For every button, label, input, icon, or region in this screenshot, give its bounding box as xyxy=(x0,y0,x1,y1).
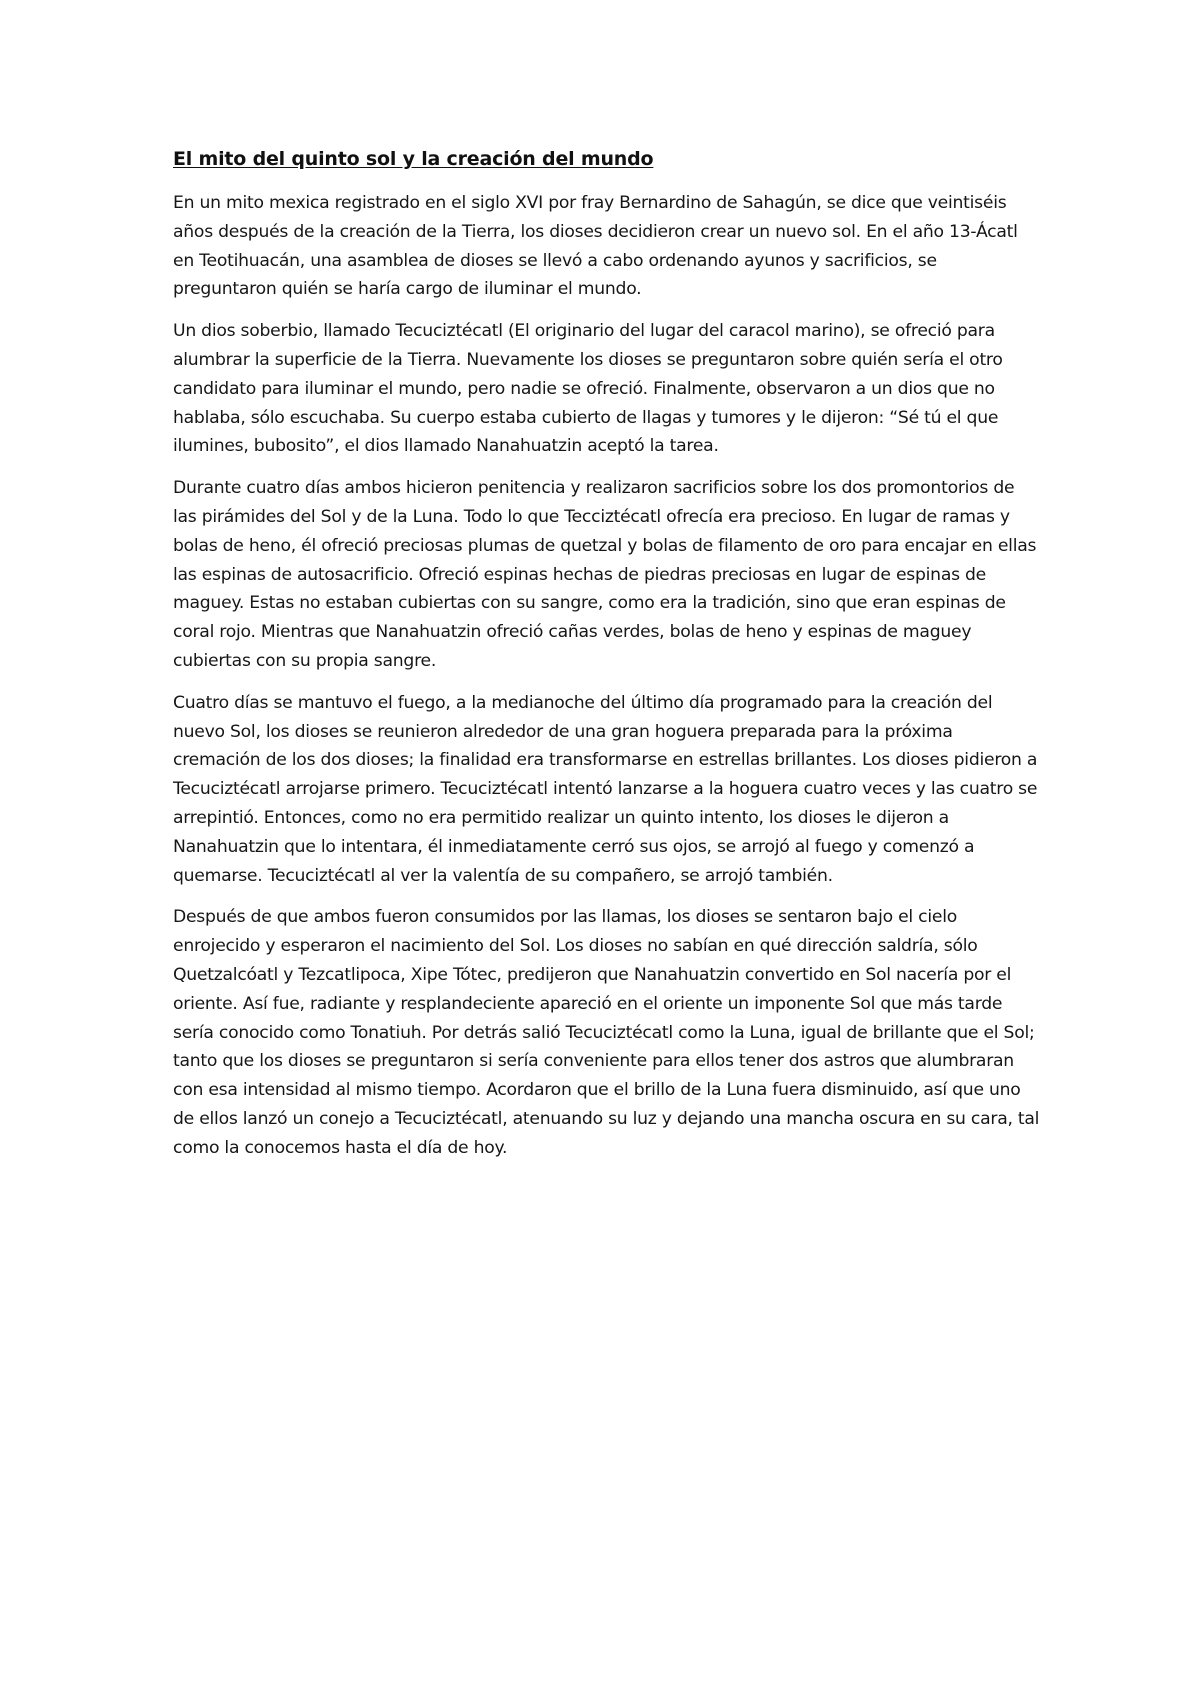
document-body xyxy=(173,145,1041,1176)
paragraph: En un mito mexica registrado en el siglo XVI por fray Bernardino de Sahagún, se dice que veintiséis años después de la creación de la Tierra, los dioses decidieron crear un nuevo sol. En el año 13-Ácatl en Teotihuacán, una asamblea de dioses se llevó a cabo ordenando ayunos y sacrificios, se preguntaron quién se haría cargo de iluminar el mundo. xyxy=(173,193,1018,300)
paragraph: Durante cuatro días ambos hicieron penitencia y realizaron sacrificios sobre los dos promontorios de las pirámides del Sol y de la Luna. Todo lo que Tecciztécatl ofrecía era precioso. En lugar de ramas y bolas de heno, él ofreció preciosas plumas de quetzal y bolas de filamento de oro para encajar en ellas las espinas de autosacrificio. Ofreció espinas hechas de piedras preciosas en lugar de espinas de maguey. Estas no estaban cubiertas con su sangre, como era la tradición, sino que eran espinas de coral rojo. Mientras que Nanahuatzin ofreció cañas verdes, bolas de heno y espinas de maguey cubiertas con su propia sangre. xyxy=(173,478,1037,671)
paragraph: Un dios soberbio, llamado Tecuciztécatl (El originario del lugar del caracol marino), se ofreció para alumbrar la superficie de la Tierra. Nuevamente los dioses se preguntaron sobre quién sería el otro candidato para iluminar el mundo, pero nadie se ofreció. Finalmente, observaron a un dios que no hablaba, sólo escuchaba. Su cuerpo estaba cubierto de llagas y tumores y le dijeron: “Sé tú el que ilumines, bubosito”, el dios llamado Nanahuatzin aceptó la tarea. xyxy=(173,321,1003,457)
document-title: El mito del quinto sol y la creación del mundo xyxy=(173,148,654,170)
paragraph: Después de que ambos fueron consumidos por las llamas, los dioses se sentaron bajo el cielo enrojecido y esperaron el nacimiento del Sol. Los dioses no sabían en qué dirección saldría, sólo Quetzalcóatl y Tezcatlipoca, Xipe Tótec, predijeron que Nanahuatzin convertido en Sol nacería por el oriente. Así fue, radiante y resplandeciente apareció en el oriente un imponente Sol que más tarde sería conocido como Tonatiuh. Por detrás salió Tecuciztécatl como la Luna, igual de brillante que el Sol; tanto que los dioses se preguntaron si sería conveniente para ellos tener dos astros que alumbraran con esa intensidad al mismo tiempo. Acordaron que el brillo de la Luna fuera disminuido, así que uno de ellos lanzó un conejo a Tecuciztécatl, atenuando su luz y dejando una mancha oscura en su cara, tal como la conocemos hasta el día de hoy. xyxy=(173,907,1040,1158)
paragraph: Cuatro días se mantuvo el fuego, a la medianoche del último día programado para la creación del nuevo Sol, los dioses se reunieron alrededor de una gran hoguera preparada para la próxima cremación de los dos dioses; la finalidad era transformarse en estrellas brillantes. Los dioses pidieron a Tecuciztécatl arrojarse primero. Tecuciztécatl intentó lanzarse a la hoguera cuatro veces y las cuatro se arrepintió. Entonces, como no era permitido realizar un quinto intento, los dioses le dijeron a Nanahuatzin que lo intentara, él inmediatamente cerró sus ojos, se arrojó al fuego y comenzó a quemarse. Tecuciztécatl al ver la valentía de su compañero, se arrojó también. xyxy=(173,692,1038,886)
